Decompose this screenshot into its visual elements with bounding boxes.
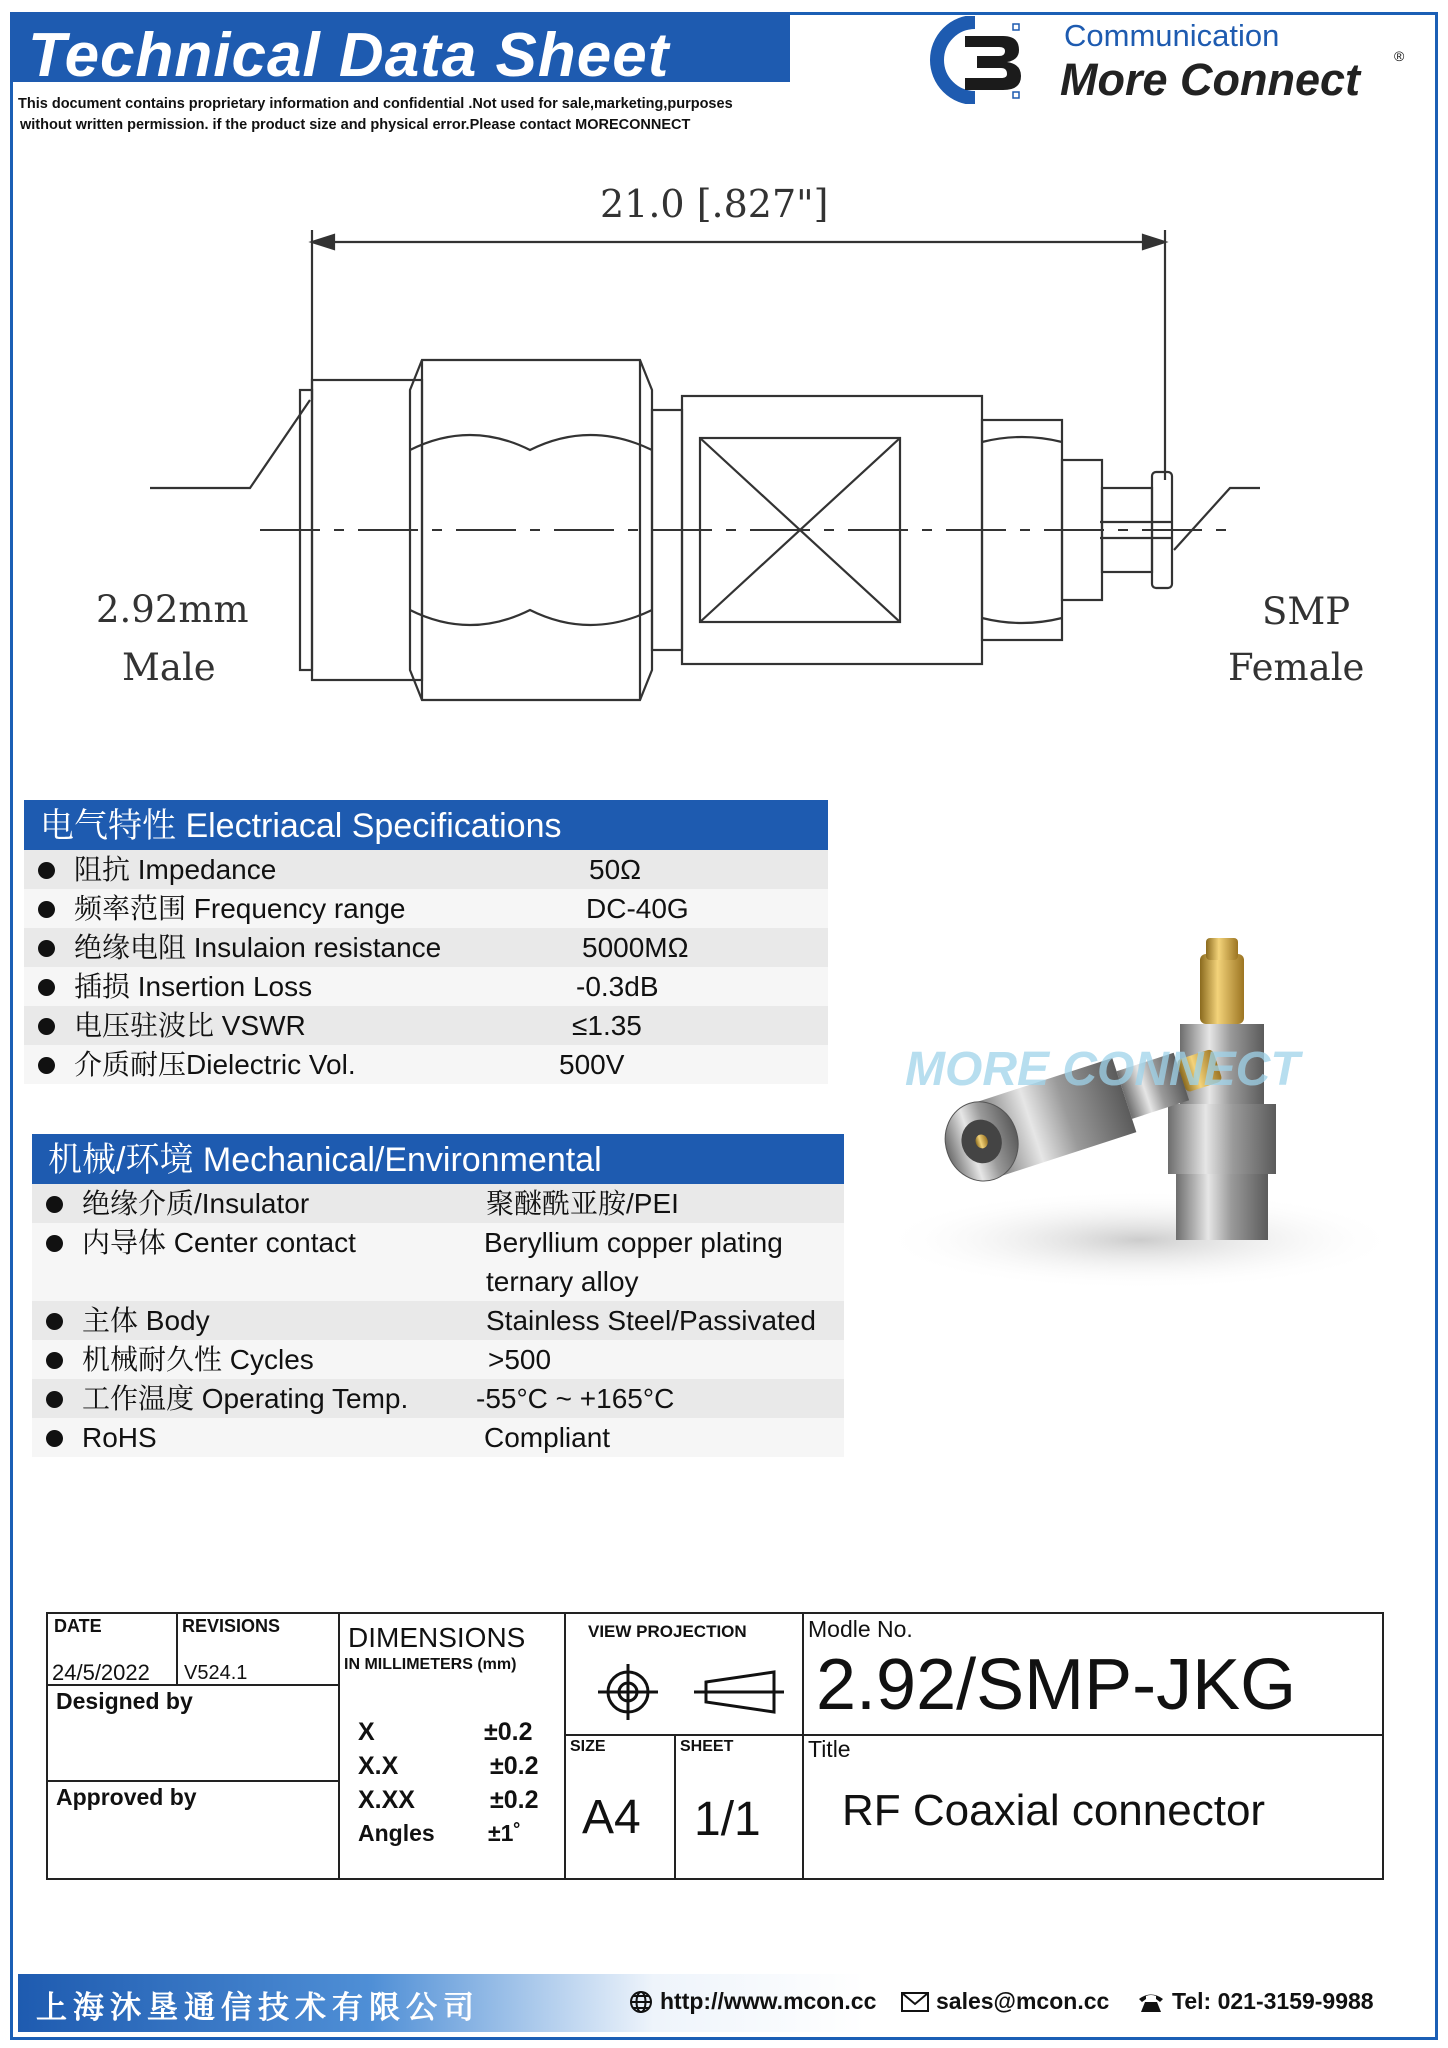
email-text: sales@mcon.cc <box>936 1988 1110 2014</box>
tolerance-key: Angles <box>358 1820 435 1846</box>
spec-label: 频率范围 Frequency range <box>74 893 406 924</box>
date-value: 24/5/2022 <box>52 1660 150 1685</box>
disclaimer <box>18 94 733 136</box>
bullet-icon <box>46 1196 63 1213</box>
spec-row-insertion-loss <box>24 967 828 1006</box>
spec-label: 内导体 Center contact <box>82 1227 356 1258</box>
revisions-value: V524.1 <box>184 1662 248 1684</box>
spec-value: -55°C ~ +165°C <box>476 1383 675 1414</box>
page-title: Technical Data Sheet <box>28 21 670 90</box>
left-end-gender: Male <box>122 646 216 689</box>
spec-value: Compliant <box>484 1422 611 1453</box>
spec-label: 主体 Body <box>82 1305 210 1336</box>
electrical-specs-table <box>24 800 828 1084</box>
spec-value: 500V <box>559 1049 625 1080</box>
spec-label: 绝缘介质/Insulator <box>82 1188 310 1219</box>
disclaimer-line-2: without written permission. if the product size and physical error.Please contact MORECONNECT <box>20 117 691 133</box>
spec-row-insulator <box>32 1184 844 1223</box>
designed-by-label: Designed by <box>56 1688 193 1714</box>
model-label: Modle No. <box>808 1616 913 1642</box>
spec-value: 聚醚酰亚胺/PEI <box>486 1188 679 1219</box>
bullet-icon <box>38 901 55 918</box>
bullet-icon <box>38 862 55 879</box>
connector-drawing <box>60 170 1260 730</box>
divider <box>338 1614 340 1880</box>
spec-value: 5000MΩ <box>582 932 689 963</box>
globe-icon <box>628 1989 654 2015</box>
email-link[interactable] <box>900 1988 1109 2015</box>
tolerance-key: X.XX <box>358 1786 415 1814</box>
mechanical-specs-table <box>32 1134 844 1457</box>
bullet-icon <box>38 1057 55 1074</box>
spec-value: >500 <box>488 1344 552 1375</box>
bullet-icon <box>46 1313 63 1330</box>
bullet-icon <box>46 1235 63 1252</box>
left-end-size: 2.92mm <box>96 588 249 631</box>
disclaimer-line-1: This document contains proprietary information and confidential .Not used for sale,marketing,purposes <box>18 96 733 112</box>
bullet-icon <box>46 1352 63 1369</box>
spec-value-continued: ternary alloy <box>486 1266 639 1297</box>
spec-row-cycles <box>32 1340 844 1379</box>
tolerance-value: ±1˚ <box>488 1820 522 1846</box>
product-title: RF Coaxial connector <box>842 1786 1266 1835</box>
electrical-specs-heading: 电气特性 Electriacal Specifications <box>24 800 828 850</box>
spec-value: Beryllium copper plating <box>484 1227 783 1258</box>
dimensions-label: DIMENSIONS <box>348 1622 526 1653</box>
bullet-icon <box>38 1018 55 1035</box>
registered-mark: ® <box>1394 48 1405 64</box>
divider <box>564 1734 1384 1736</box>
footer-bar <box>18 1974 1430 2032</box>
spec-label: 电压驻波比 VSWR <box>74 1010 306 1041</box>
divider <box>674 1734 676 1880</box>
spec-value: DC-40G <box>586 893 689 924</box>
brand-tagline: Communication <box>1064 18 1280 53</box>
spec-label: 绝缘电阻 Insulaion resistance <box>74 932 442 963</box>
electrical-specs-rows <box>24 850 828 1084</box>
tolerance-key: X <box>358 1718 375 1746</box>
company-logo <box>915 16 1035 104</box>
sheet-value: 1/1 <box>694 1793 761 1846</box>
dimensions-unit: IN MILLIMETERS (mm) <box>344 1656 517 1673</box>
phone-icon <box>1136 1990 1166 2014</box>
mail-icon <box>900 1990 930 2014</box>
size-value: A4 <box>582 1791 641 1844</box>
title-label: Title <box>808 1736 851 1762</box>
spec-value: -0.3dB <box>576 971 659 1002</box>
spec-row-vswr <box>24 1006 828 1045</box>
brand-name: More Connect <box>1060 54 1361 105</box>
title-bar <box>10 12 790 90</box>
spec-label: 插损 Insertion Loss <box>74 971 313 1002</box>
approved-by-label: Approved by <box>56 1784 197 1810</box>
overall-length-dimension: 21.0 [.827"] <box>600 182 829 226</box>
tolerance-value: ±0.2 <box>484 1718 533 1746</box>
divider <box>48 1780 338 1782</box>
spec-row-insulation <box>24 928 828 967</box>
tolerance-value: ±0.2 <box>490 1752 539 1780</box>
bullet-icon <box>38 940 55 957</box>
phone-number[interactable] <box>1136 1988 1374 2015</box>
spec-label: RoHS <box>82 1422 157 1453</box>
bullet-icon <box>46 1430 63 1447</box>
sheet-label: SHEET <box>680 1738 734 1755</box>
model-number: 2.92/SMP-JKG <box>816 1645 1297 1725</box>
spec-label: 工作温度 Operating Temp. <box>82 1383 409 1414</box>
view-projection-label: VIEW PROJECTION <box>588 1622 747 1641</box>
size-label: SIZE <box>570 1738 606 1755</box>
spec-value: Stainless Steel/Passivated <box>486 1305 816 1336</box>
spec-label: 阻抗 Impedance <box>74 854 277 885</box>
mechanical-specs-rows <box>32 1184 844 1457</box>
website-link[interactable] <box>628 1988 876 2015</box>
divider <box>564 1614 566 1880</box>
spec-value: 50Ω <box>589 854 642 885</box>
spec-row-dielectric <box>24 1045 828 1084</box>
title-block <box>46 1612 1384 1880</box>
photo-watermark: MORE CONNECT <box>905 1043 1300 1096</box>
right-end-type: SMP <box>1262 590 1351 633</box>
spec-row-frequency <box>24 889 828 928</box>
mechanical-specs-heading: 机械/环境 Mechanical/Environmental <box>32 1134 844 1184</box>
spec-row-operating-temp <box>32 1379 844 1418</box>
website-text: http://www.mcon.cc <box>660 1988 877 2014</box>
projection-symbol-icon <box>588 1658 788 1724</box>
phone-text: Tel: 021-3159-9988 <box>1172 1988 1374 2014</box>
bullet-icon <box>46 1391 63 1408</box>
bullet-icon <box>38 979 55 996</box>
spec-row-center-contact <box>32 1223 844 1301</box>
spec-label: 机械耐久性 Cycles <box>82 1344 314 1375</box>
tolerance-value: ±0.2 <box>490 1786 539 1814</box>
spec-value: ≤1.35 <box>572 1010 642 1041</box>
date-label: DATE <box>54 1616 102 1636</box>
spec-row-body <box>32 1301 844 1340</box>
divider <box>802 1614 804 1880</box>
spec-row-rohs <box>32 1418 844 1457</box>
spec-row-impedance <box>24 850 828 889</box>
spec-label: 介质耐压Dielectric Vol. <box>74 1049 356 1080</box>
company-name: 上海沐垦通信技术有限公司 <box>36 1990 480 2026</box>
divider <box>176 1614 178 1684</box>
tolerance-key: X.X <box>358 1752 399 1780</box>
revisions-label: REVISIONS <box>182 1616 281 1636</box>
right-end-gender: Female <box>1228 646 1365 689</box>
